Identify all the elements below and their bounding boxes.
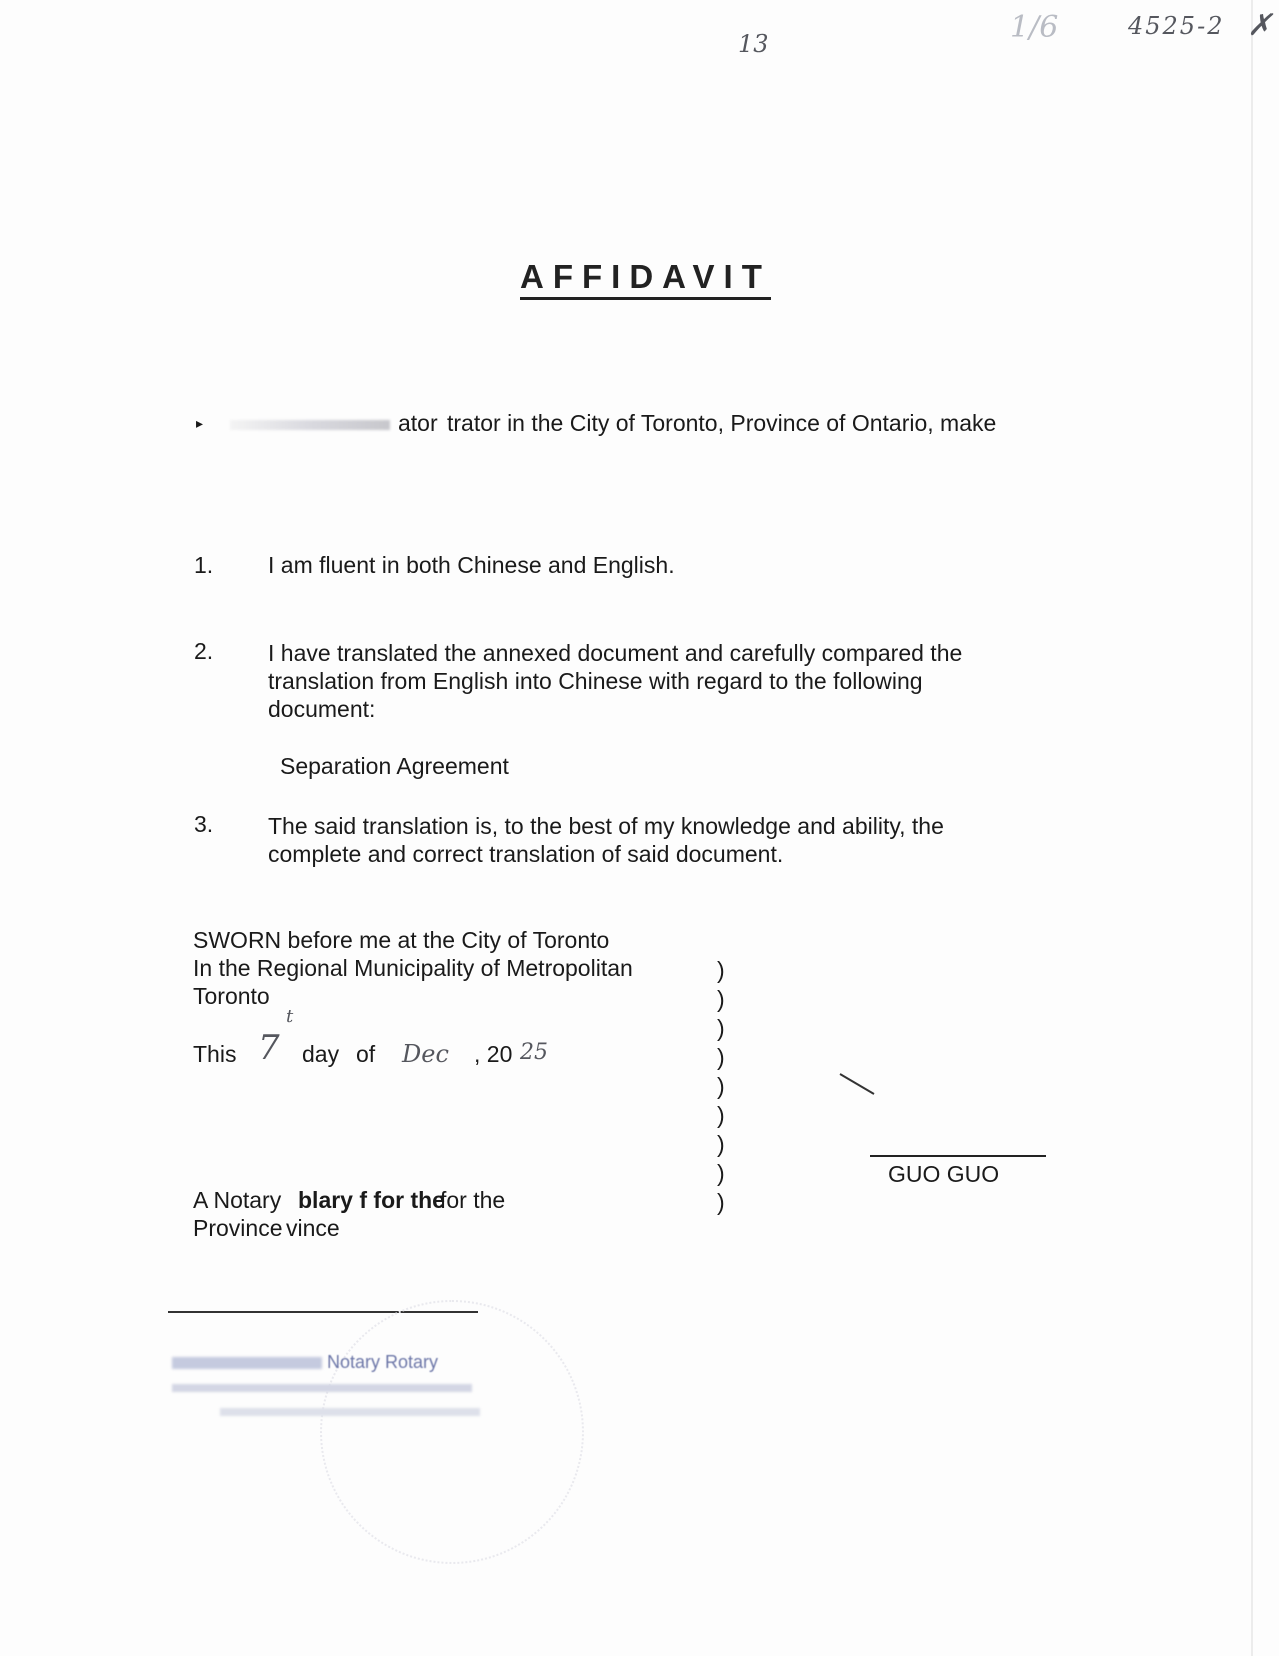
stamp-text: Notary Rotary	[327, 1352, 439, 1372]
this-label: This	[193, 1041, 237, 1067]
document-name: Separation Agreement	[280, 753, 509, 779]
notary-seal	[320, 1300, 584, 1564]
signature-stroke-icon	[838, 1070, 878, 1098]
statement-line: translation from English into Chinese with regard to the following	[268, 668, 923, 694]
handwritten-page-number: 13	[738, 30, 769, 58]
document-title: AFFIDAVIT	[520, 258, 771, 300]
statement-number: 2.	[194, 638, 214, 664]
handwritten-year: 25	[520, 1040, 548, 1065]
handwritten-day: 7	[258, 1028, 280, 1068]
stamp-line	[172, 1352, 438, 1373]
handwritten-fraction: 1/6	[1010, 10, 1059, 45]
cross-mark-icon: ✗	[1247, 8, 1273, 43]
jurat-line: SWORN before me at the City of Toronto	[193, 927, 610, 953]
statement-line: I have translated the annexed document and carefully compared the	[268, 640, 963, 666]
notary-label-c: for the	[440, 1187, 506, 1213]
province-label-overlap: vince	[286, 1215, 340, 1241]
year-prefix: , 20	[474, 1041, 513, 1067]
province-label: Province	[193, 1215, 283, 1241]
deponent-name: GUO GUO	[888, 1161, 1000, 1187]
notary-label-a: A Notary	[193, 1187, 282, 1213]
statement-line: complete and correct translation of said document.	[268, 841, 784, 867]
day-label: day	[302, 1041, 340, 1067]
stamp-line-blurred	[172, 1384, 472, 1392]
notary-label-overlap: blary f for the	[298, 1187, 445, 1213]
statement-number: 3.	[194, 811, 214, 837]
handwritten-day-suffix: t	[286, 1006, 294, 1027]
intro-prefix: ator	[398, 410, 438, 436]
stamp-line-blurred	[220, 1408, 480, 1416]
statement-line: The said translation is, to the best of my knowledge and ability, the	[268, 813, 944, 839]
jurat-line: Toronto	[193, 983, 270, 1009]
signature-line	[870, 1155, 1046, 1157]
statement-line: document:	[268, 696, 376, 722]
statement-number: 1.	[194, 552, 214, 578]
redacted-name	[230, 420, 390, 430]
jurat-line: In the Regional Municipality of Metropolitan	[193, 955, 633, 981]
intro-text: trator in the City of Toronto, Province of Ontario, make	[447, 410, 997, 436]
bullet-mark-icon: ▸	[196, 415, 204, 431]
handwritten-month: Dec	[402, 1040, 449, 1068]
page-edge	[1251, 0, 1253, 1656]
handwritten-reference: 4525-2	[1128, 12, 1225, 40]
of-label: of	[356, 1041, 376, 1067]
parenthesis-column: ) ) ) ) ) ) ) ) )	[717, 957, 725, 1215]
statement-line: I am fluent in both Chinese and English.	[268, 552, 675, 578]
